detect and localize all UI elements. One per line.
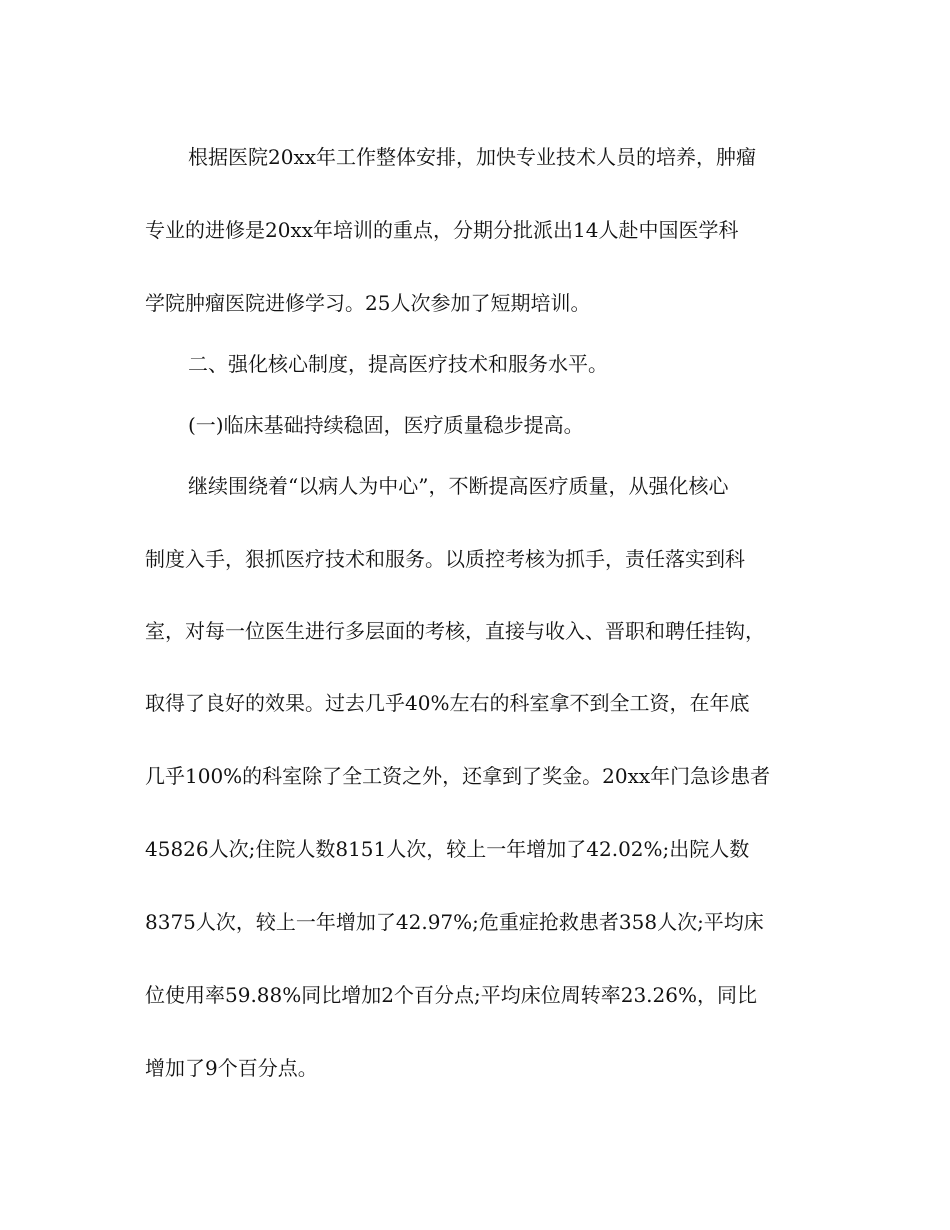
paragraph-2-line-8: 位使用率59.88%同比增加2个百分点;平均床位周转率23.26%，同比 — [145, 983, 757, 1007]
paragraph-2-line-2: 制度入手，狠抓医疗技术和服务。以质控考核为抓手，责任落实到科 — [145, 547, 745, 571]
paragraph-1-line-1: 根据医院20xx年工作整体安排，加快专业技术人员的培养，肿瘤 — [188, 145, 757, 169]
paragraph-2-line-6: 45826人次;住院人数8151人次，较上一年增加了42.02%;出院人数 — [145, 837, 750, 861]
paragraph-2-line-7: 8375人次，较上一年增加了42.97%;危重症抢救患者358人次;平均床 — [145, 910, 764, 934]
paragraph-2-line-1: 继续围绕着“以病人为中心”，不断提高医疗质量，从强化核心 — [188, 474, 729, 498]
subsection-heading: (一)临床基础持续稳固，医疗质量稳步提高。 — [188, 413, 584, 437]
paragraph-1-line-3: 学院肿瘤医院进修学习。25人次参加了短期培训。 — [145, 291, 591, 315]
section-heading: 二、强化核心制度，提高医疗技术和服务水平。 — [188, 352, 608, 376]
paragraph-2-line-5: 几乎100%的科室除了全工资之外，还拿到了奖金。20xx年门急诊患者 — [145, 764, 771, 788]
paragraph-2-line-9: 增加了9个百分点。 — [145, 1056, 318, 1080]
paragraph-1-line-2: 专业的进修是20xx年培训的重点，分期分批派出14人赴中国医学科 — [145, 218, 739, 242]
paragraph-2-line-3: 室，对每一位医生进行多层面的考核，直接与收入、晋职和聘任挂钩， — [145, 619, 765, 643]
paragraph-2-line-4: 取得了良好的效果。过去几乎40%左右的科室拿不到全工资，在年底 — [145, 691, 750, 715]
